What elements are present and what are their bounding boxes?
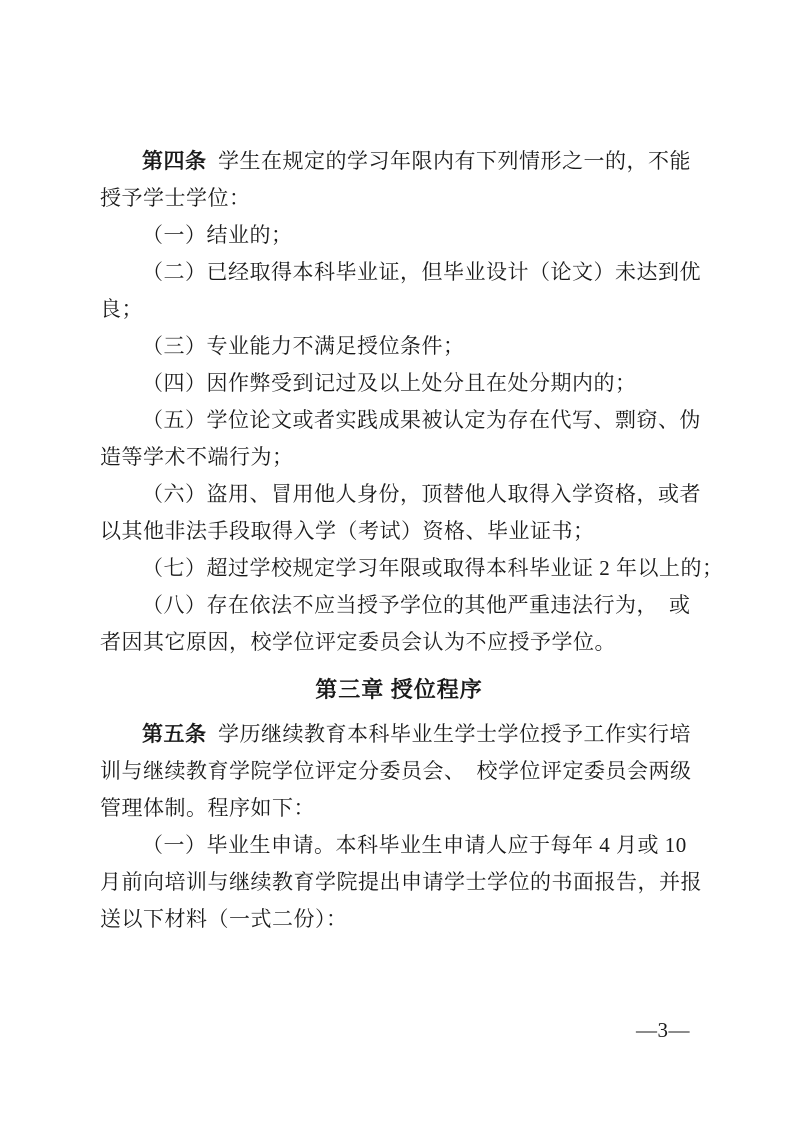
line-text: （七）超过学校规定学习年限或取得本科毕业证 2 年以上的； <box>142 556 724 580</box>
text-line <box>100 328 698 365</box>
text-line <box>100 624 698 661</box>
text-line <box>100 587 698 624</box>
article-number-label: 第四条 <box>142 149 207 173</box>
chapter-heading <box>100 671 698 708</box>
line-text: （五）学位论文或者实践成果被认定为存在代写、剽窃、伪 <box>142 408 701 432</box>
text-line <box>100 790 698 827</box>
text-line <box>100 254 701 291</box>
line-text: 学历继续教育本科毕业生学士学位授予工作实行培 <box>218 722 692 746</box>
line-text: 造等学术不端行为； <box>100 445 294 469</box>
line-text: （一）毕业生申请。本科毕业生申请人应于每年 4 月或 10 <box>142 833 687 857</box>
text-line <box>100 864 702 901</box>
line-text: （一）结业的； <box>142 223 293 247</box>
line-text: 授予学士学位： <box>100 186 251 210</box>
line-text: （四）因作弊受到记过及以上处分且在处分期内的； <box>142 371 637 395</box>
text-line <box>100 476 701 513</box>
line-text: 送以下材料（一式二份）： <box>100 907 348 931</box>
text-line <box>100 402 701 439</box>
line-text: （六）盗用、冒用他人身份，顶替他人取得入学资格，或者 <box>142 482 701 506</box>
text-line <box>100 439 698 476</box>
text-line <box>100 291 698 328</box>
document-body <box>100 143 724 938</box>
text-line <box>100 365 698 402</box>
text-line <box>100 827 698 864</box>
text-line <box>100 180 698 217</box>
text-line <box>100 901 698 938</box>
line-text: 训与继续教育学院学位评定分委员会、 校学位评定委员会两级 <box>100 759 692 783</box>
text-line <box>100 217 698 254</box>
text-line <box>100 550 724 587</box>
line-text: 月前向培训与继续教育学院提出申请学士学位的书面报告，并报 <box>100 870 702 894</box>
page-number: —3— <box>636 1018 690 1042</box>
line-text: 良； <box>100 297 143 321</box>
line-text: （八）存在依法不应当授予学位的其他严重违法行为， 或 <box>142 593 691 617</box>
line-text: 学生在规定的学习年限内有下列情形之一的，不能 <box>218 149 692 173</box>
line-text: （三）专业能力不满足授位条件； <box>142 334 465 358</box>
text-line <box>100 753 698 790</box>
line-text: 管理体制。程序如下： <box>100 796 315 820</box>
line-text: 第三章 授位程序 <box>315 677 483 702</box>
article-number-label: 第五条 <box>142 722 207 746</box>
text-line <box>100 513 698 550</box>
text-line <box>100 716 698 753</box>
line-text: （二）已经取得本科毕业证，但毕业设计（论文）未达到优 <box>142 260 701 284</box>
text-line <box>100 143 698 180</box>
line-text: 者因其它原因，校学位评定委员会认为不应授予学位。 <box>100 630 616 654</box>
line-text: 以其他非法手段取得入学（考试）资格、毕业证书； <box>100 519 595 543</box>
